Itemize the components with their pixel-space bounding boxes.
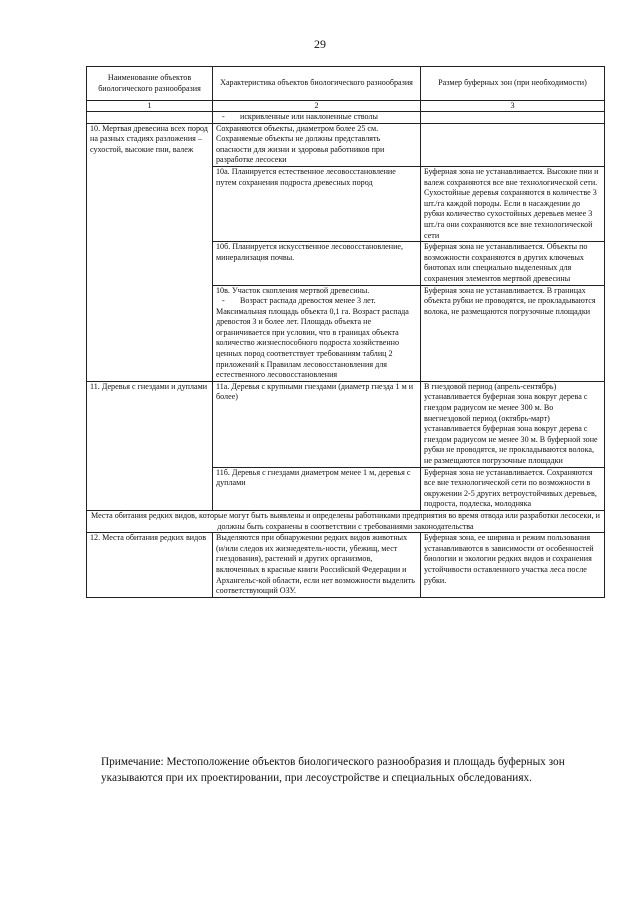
- list-dash: -: [222, 296, 225, 306]
- footnote-line: указываются при их проектировании, при лесоустройстве и специальных обследованиях.: [101, 771, 532, 784]
- list-item-text: Возраст распада древостоя менее 3 лет.: [240, 296, 376, 306]
- column-number: 1: [87, 101, 213, 112]
- list-item-text: искривленные или наклоненные стволы: [240, 112, 378, 121]
- row-12-characteristic: Выделяются при обнаружении редких видов животных (и/или следов их жизнедеятель-ности, убежищ, мест гнездования), растений и других организмов, включенных в красные книги Российской Федерации и Архангельс-кой области, если нет возможности выделить соответствующий ОЗУ.: [213, 533, 421, 598]
- header-object-name: Наименование объектов биологического разнообразия: [87, 67, 213, 101]
- table-row-rare-header: [87, 510, 605, 532]
- row-10c-characteristic: [213, 285, 421, 381]
- footnote: [101, 755, 604, 786]
- header-characteristic: Характеристика объектов биологического разнообразия: [213, 67, 421, 101]
- row-10c-buffer: Буферная зона не устанавливается. В границах объекта рубки не проводятся, не прокладываются волока, не размещаются погрузочные площадки: [421, 285, 605, 381]
- row-12-name: 12. Места обитания редких видов: [87, 533, 213, 598]
- row-11-name: 11. Деревья с гнездами и дуплами: [87, 381, 213, 510]
- list-item: [216, 112, 417, 123]
- page-number: 29: [314, 37, 326, 51]
- row-11a-buffer: В гнездовой период (апрель-сентябрь) устанавливается буферная зона вокруг дерева с гнездом радиусом не менее 300 м. Во внегнездовой период (октябрь-март) устанавливается буферная зона вокруг дерева с гнездом радиусом не менее 30 м. В буферной зоне рубки не проводятся, не прокладываются волока, не размещаются погрузочные площадки: [421, 381, 605, 467]
- table-row-12: [87, 533, 605, 598]
- table-row-continued: [87, 112, 605, 124]
- row-10a-buffer: Буферная зона не устанавливается. Высокие пни и валеж сохраняются все вне технологической сети. Сухостойные деревья сохраняются в количестве 3 шт./га каждой породы. Если в насаждении до рубки количество сухостойных деревьев менее 3 шт./га они сохраняются все вне технологической сети: [421, 166, 605, 241]
- column-number: 3: [421, 101, 605, 112]
- row-11b-characteristic: 11б. Деревья с гнездами диаметром менее 1 м, деревья с дуплами: [213, 467, 421, 510]
- row-11a-characteristic: 11а. Деревья с крупными гнездами (диаметр гнезда 1 м и более): [213, 381, 421, 467]
- list-item: [216, 296, 417, 307]
- header-buffer-size: Размер буферных зон (при необходимости): [421, 67, 605, 101]
- row-10-intro: Сохраняются объекты, диаметром более 25 см. Сохраняемые объекты не должны представлять опасности для жизни и здоровья работников при разработке лесосеки: [213, 123, 421, 166]
- row-10b-buffer: Буферная зона не устанавливается. Объекты по возможности сохраняются в других ключевых биотопах или специально выделенных для сохранения элементов мертвой древесины: [421, 242, 605, 285]
- table-row-11a: [87, 381, 605, 467]
- row-10b-characteristic: 10б. Планируется искусственное лесовосстановление, минерализация почвы.: [213, 242, 421, 285]
- column-number-row: [87, 101, 605, 112]
- column-number: 2: [213, 101, 421, 112]
- biodiversity-objects-table: [86, 66, 605, 598]
- table-row-10-intro: [87, 123, 605, 166]
- row-12-buffer: Буферная зона, ее ширина и режим пользования устанавливаются в зависимости от особенностей биологии и экологии редких видов и сохранения устойчивости оставленного участка леса после рубки.: [421, 533, 605, 598]
- rare-species-section-header: Места обитания редких видов, которые могут быть выявлены и определены работниками предприятия во время отвода или разработки лесосеки, и должны быть сохранены в соответствии с требованиями законодательства: [87, 510, 605, 532]
- row-10c-title: 10в. Участок скопления мертвой древесины.: [216, 285, 370, 295]
- row-11b-buffer: Буферная зона не устанавливается. Сохраняются все вне технологической сети по возможности в окружении 2-5 других ветроустойчивых деревьев, подроста, подлеска, молодняка: [421, 467, 605, 510]
- row-10a-characteristic: 10а. Планируется естественное лесовосстановление путем сохранения подроста древесных пород: [213, 166, 421, 241]
- row-10-name: 10. Мертвая древесина всех пород на разных стадиях разложения – сухостой, высокие пни, валеж: [87, 123, 213, 381]
- table-header-row: [87, 67, 605, 101]
- row-10c-details: Максимальная площадь объекта 0,1 га. Возраст распада древостоя 3 и более лет. Площадь объекта не ограничивается при условии, что в границах объекта количество жизнеспособного подроста хозяйственно ценных пород соответствует требованиям таблиц 2 приложений к Правилам лесовосстановления для естественного лесовосстановления: [216, 306, 409, 380]
- footnote-line: Примечание: Местоположение объектов биологического разнообразия и площадь буферных зон: [101, 756, 565, 768]
- list-dash: -: [222, 112, 225, 121]
